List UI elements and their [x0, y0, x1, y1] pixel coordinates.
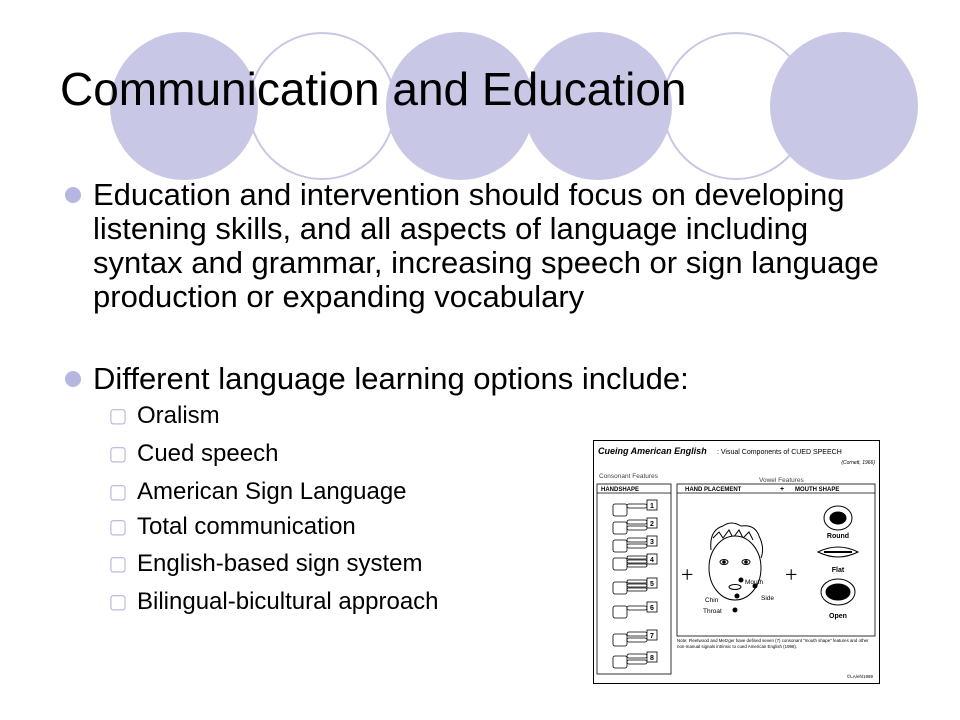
- option-item: [108, 550, 423, 578]
- sub-bullet-icon: ▢: [108, 481, 128, 503]
- option-item: [108, 588, 439, 616]
- sub-bullet-icon: ▢: [108, 553, 128, 575]
- bullet-dot-icon: [65, 371, 81, 387]
- diagram-note-text: Note: Fleetwood and Metzger have defined seven (7) consonant "mouth shape" features and other non-manual signals intrinsic to cued American English (1998).: [677, 638, 869, 649]
- handshape-number: 7: [650, 633, 654, 640]
- handshape-number: 6: [650, 605, 654, 612]
- mouthshape-header: MOUTH SHAPE: [795, 487, 840, 493]
- sub-bullet-icon: ▢: [108, 516, 128, 538]
- mouth-shape-label: Round: [826, 533, 850, 540]
- handshape-numbers: [650, 503, 654, 662]
- sub-bullet-icon: ▢: [108, 591, 128, 613]
- diagram-note: [677, 638, 877, 672]
- decorative-circle-6: [770, 32, 918, 180]
- consonant-features-label: Consonant Features: [599, 473, 658, 480]
- handshape-number: 8: [650, 655, 654, 662]
- plus-sign: +: [681, 562, 694, 587]
- diagram-copyright: ©LA/ehl1989: [846, 674, 873, 679]
- placement-label: Mouth: [745, 579, 764, 586]
- diagram-subtitle: : Visual Components of CUED SPEECH: [717, 449, 842, 456]
- cued-speech-diagram: [593, 440, 880, 684]
- diagram-title: Cueing American English: [598, 446, 707, 456]
- placement-header: HAND PLACEMENT: [685, 487, 742, 493]
- placement-label: Throat: [703, 608, 722, 615]
- handshape-number: 5: [650, 581, 654, 588]
- vowel-features-label: Vowel Features: [759, 477, 804, 484]
- sub-bullet-icon: ▢: [108, 405, 128, 427]
- bullet-text: Education and intervention should focus on developing listening skills, and all aspects of language including syntax and grammar, increasing speech or sign language production or expanding vocabulary: [93, 177, 879, 314]
- option-item: [108, 478, 407, 506]
- option-label: Oralism: [137, 402, 220, 429]
- option-label: Total communication: [137, 513, 356, 540]
- option-item: [108, 402, 220, 430]
- handshape-header: HANDSHAPE: [601, 487, 640, 493]
- option-label: English-based sign system: [137, 550, 423, 577]
- plus-label: +: [780, 486, 785, 493]
- handshape-number: 3: [650, 539, 654, 546]
- mouth-shape-label: Open: [829, 613, 847, 620]
- handshape-number: 1: [650, 503, 654, 510]
- option-label: Bilingual-bicultural approach: [137, 588, 439, 615]
- placement-label: Side: [761, 595, 775, 602]
- option-item: [108, 513, 356, 541]
- bullet-dot-icon: [65, 187, 81, 203]
- option-item: [108, 440, 279, 468]
- handshape-number: 2: [650, 521, 654, 528]
- option-label: American Sign Language: [137, 478, 407, 505]
- sub-bullet-icon: ▢: [108, 443, 128, 465]
- bullet-item: [93, 178, 883, 314]
- placement-label: Chin: [705, 597, 719, 604]
- handshape-number: 4: [650, 557, 654, 564]
- bullet-text: Different language learning options include:: [93, 361, 689, 396]
- option-label: Cued speech: [137, 440, 279, 467]
- mouth-shape-label: Flat: [831, 567, 845, 574]
- bullet-item: [93, 362, 893, 396]
- diagram-citation: (Cornett, 1966): [841, 460, 875, 466]
- slide-title: Communication and Education: [60, 63, 687, 115]
- plus-sign: +: [785, 562, 798, 587]
